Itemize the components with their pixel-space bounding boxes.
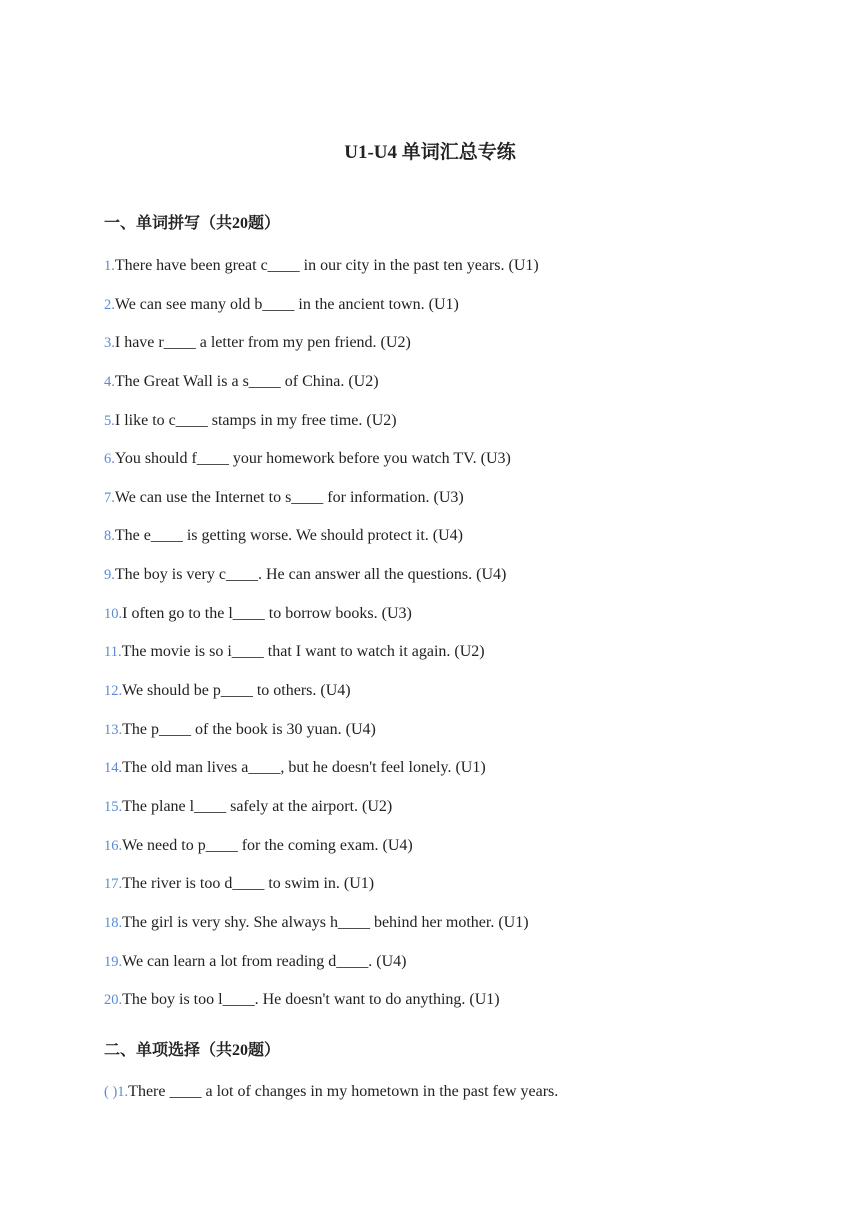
question-number: 19. xyxy=(104,953,123,970)
question-text: You should f____ your homework before you watch TV. (U3) xyxy=(114,450,511,468)
question-number: 1. xyxy=(104,258,115,274)
spelling-question xyxy=(104,795,539,834)
spelling-question xyxy=(104,911,539,950)
spelling-question xyxy=(104,331,539,370)
spelling-question-list xyxy=(104,254,539,1027)
question-number: 12. xyxy=(104,683,123,700)
spelling-question xyxy=(104,950,539,989)
spelling-question xyxy=(104,524,539,563)
question-number: 2. xyxy=(104,296,115,313)
question-text: The river is too d____ to swim in. (U1) xyxy=(122,875,375,893)
question-number: 1. xyxy=(117,1084,129,1100)
question-number: 5. xyxy=(104,412,115,429)
question-text: There ____ a lot of changes in my hometown in the past few years. xyxy=(128,1083,559,1100)
spelling-question xyxy=(104,718,539,757)
section-heading-choice: 二、单项选择（共20题） xyxy=(104,1042,281,1059)
section-heading-spelling: 一、单词拼写（共20题） xyxy=(104,215,281,232)
spelling-question xyxy=(104,409,539,448)
question-number: 8. xyxy=(104,528,115,545)
question-number: 10. xyxy=(104,605,123,622)
answer-bracket[interactable]: ( ) xyxy=(104,1084,118,1100)
question-text: The movie is so i____ that I want to watch it again. (U2) xyxy=(121,643,485,661)
question-text: I have r____ a letter from my pen friend. (U2) xyxy=(114,334,411,352)
question-number: 15. xyxy=(104,798,123,815)
question-number: 18. xyxy=(104,914,123,931)
spelling-question xyxy=(104,370,539,409)
spelling-question xyxy=(104,834,539,873)
question-number: 6. xyxy=(104,451,115,468)
question-text: The girl is very shy. She always h____ behind her mother. (U1) xyxy=(122,913,529,931)
choice-question xyxy=(104,1080,558,1104)
question-number: 14. xyxy=(104,760,123,777)
spelling-question xyxy=(104,563,539,602)
spelling-question xyxy=(104,679,539,718)
question-number: 4. xyxy=(104,373,115,390)
question-text: We should be p____ to others. (U4) xyxy=(122,682,351,700)
spelling-question xyxy=(104,486,539,525)
spelling-question xyxy=(104,447,539,486)
question-number: 9. xyxy=(104,567,115,584)
question-number: 13. xyxy=(104,721,123,738)
question-text: We can use the Internet to s____ for information. (U3) xyxy=(114,488,464,506)
question-text: We can see many old b____ in the ancient town. (U1) xyxy=(114,295,459,313)
spelling-question xyxy=(104,293,539,332)
spelling-question xyxy=(104,254,539,293)
question-number: 11. xyxy=(104,644,122,661)
page-title: U1-U4 单词汇总专练 xyxy=(344,142,516,163)
spelling-question xyxy=(104,988,539,1027)
question-text: We can learn a lot from reading d____. (U4) xyxy=(122,952,407,970)
question-number: 17. xyxy=(104,876,123,893)
spelling-question xyxy=(104,640,539,679)
question-number: 16. xyxy=(104,837,123,854)
question-text: The p____ of the book is 30 yuan. (U4) xyxy=(122,720,376,738)
spelling-question xyxy=(104,602,539,641)
question-text: There have been great c____ in our city in the past ten years. (U1) xyxy=(114,257,539,274)
question-text: The Great Wall is a s____ of China. (U2) xyxy=(114,372,379,390)
question-number: 7. xyxy=(104,489,115,506)
question-text: The boy is very c____. He can answer all the questions. (U4) xyxy=(114,566,507,584)
question-text: The boy is too l____. He doesn't want to do anything. (U1) xyxy=(122,991,500,1009)
spelling-question xyxy=(104,756,539,795)
question-text: I often go to the l____ to borrow books. (U3) xyxy=(122,604,412,622)
question-number: 20. xyxy=(104,992,123,1009)
spelling-question xyxy=(104,872,539,911)
question-text: We need to p____ for the coming exam. (U4) xyxy=(122,836,413,854)
question-text: The e____ is getting worse. We should protect it. (U4) xyxy=(114,527,463,545)
question-text: The old man lives a____, but he doesn't feel lonely. (U1) xyxy=(122,759,486,777)
question-number: 3. xyxy=(104,335,115,352)
question-text: The plane l____ safely at the airport. (U2) xyxy=(122,797,393,815)
question-text: I like to c____ stamps in my free time. (U2) xyxy=(114,411,397,429)
